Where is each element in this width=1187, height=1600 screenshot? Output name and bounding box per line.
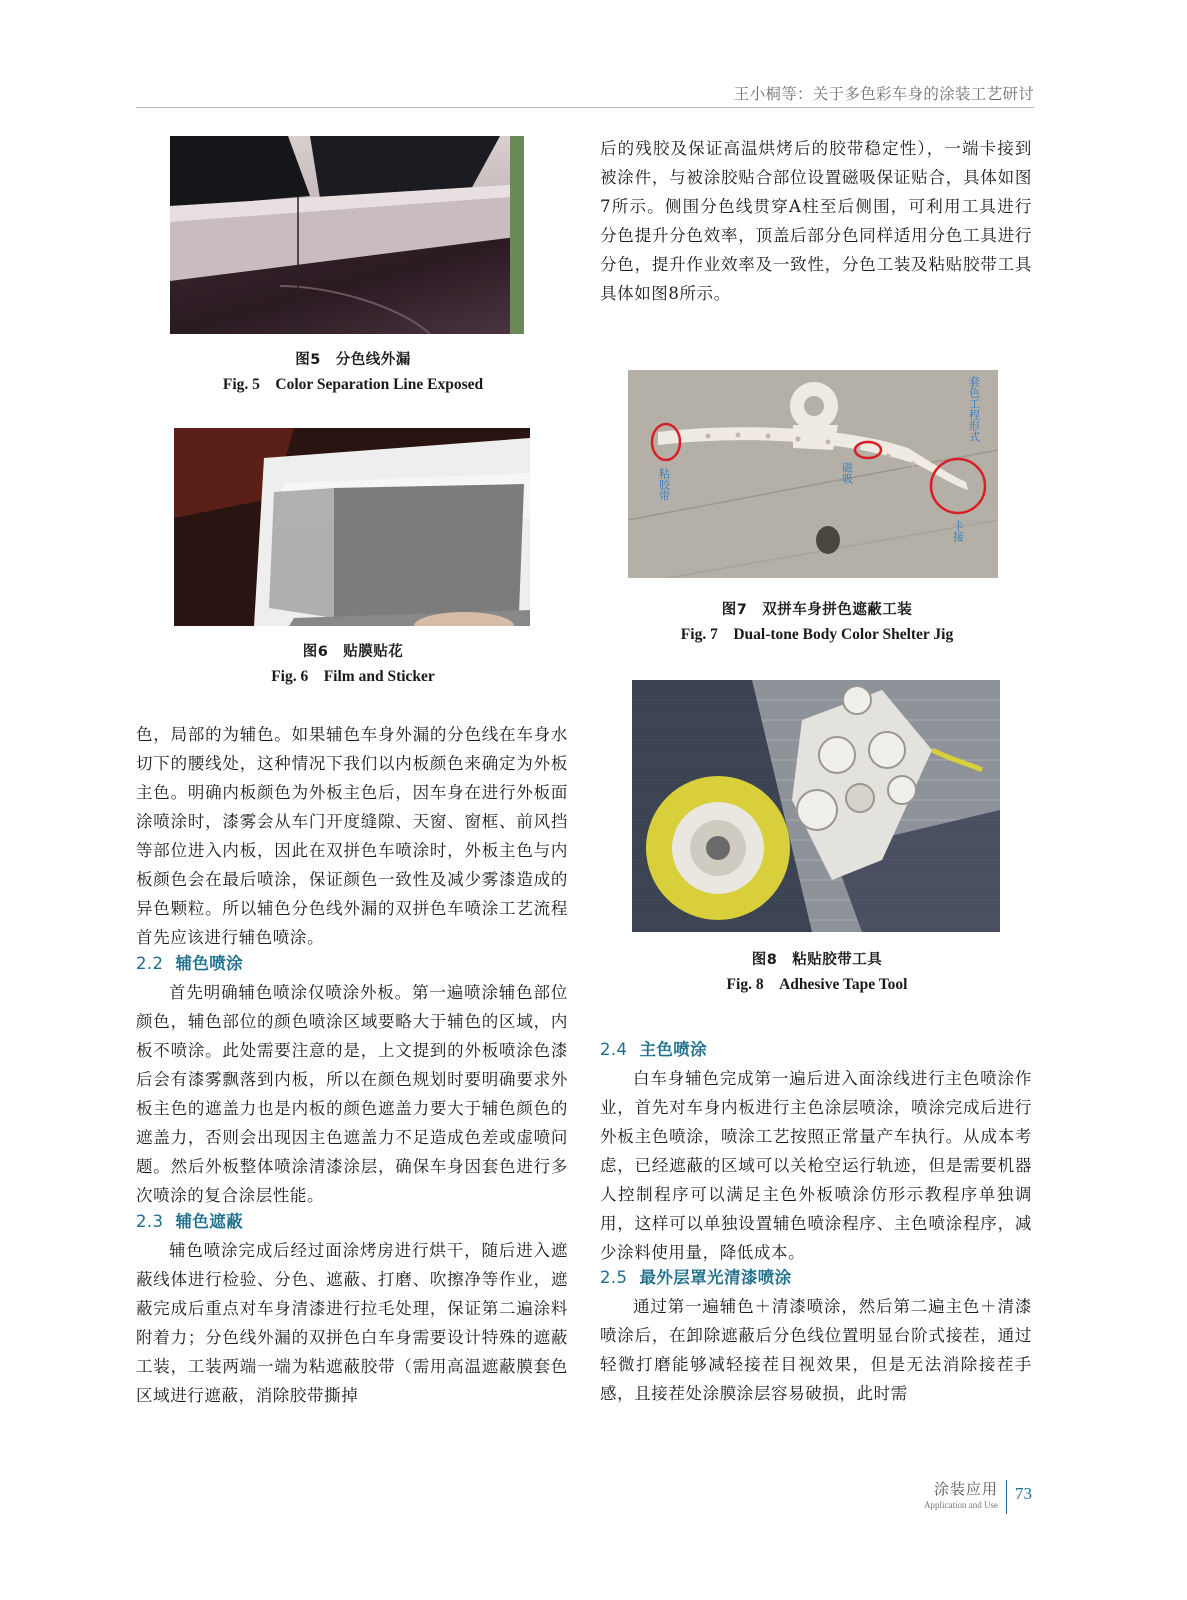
right-paragraph-1: 后的残胶及保证高温烘烤后的胶带稳定性），一端卡接到被涂件，与被涂胶贴合部位设置磁吸保证贴合，具体如图7所示。侧围分色线贯穿A柱至后侧围，可利用工具进行分色提升分色效率，顶盖后部分色同样适用分色工具进行分色，提升作业效率及一致性，分色工装及粘贴胶带工具具体如图8所示。 bbox=[600, 139, 1032, 303]
figure-7-label-left: 粘胶带 bbox=[657, 468, 671, 501]
figure-7-caption-cn: 图7 双拼车身拼色遮蔽工装 bbox=[721, 602, 913, 618]
running-title: 王小桐等：关于多色彩车身的涂装工艺研讨 bbox=[733, 85, 1034, 103]
journal-name-en: Application and Use bbox=[924, 1500, 998, 1510]
right-paragraph-3: 通过第一遍辅色＋清漆喷涂，然后第二遍主色＋清漆喷涂后，在卸除遮蔽后分色线位置明显台阶式接茬，通过轻微打磨能够减轻接茬目视效果，但是无法消除接茬手感，且接茬处涂膜涂层容易破损，此时需 bbox=[600, 1297, 1032, 1403]
adhesive-tape-tool-photo-image bbox=[632, 680, 1000, 932]
figure-5 bbox=[136, 136, 570, 396]
figure-6-photo bbox=[174, 428, 530, 626]
figure-7-label-top-right: 套色工程形式 bbox=[967, 376, 981, 442]
shelter-jig-photo-image bbox=[628, 370, 998, 578]
figure-7-label-middle: 磁吸 bbox=[840, 462, 854, 484]
section-heading-2-4 bbox=[600, 1036, 707, 1060]
page-number: 73 bbox=[1015, 1484, 1032, 1503]
figure-8-photo bbox=[632, 680, 1000, 932]
car-door-photo-image bbox=[170, 136, 524, 334]
section-number: 2.4 bbox=[600, 1040, 628, 1059]
figure-8-caption-en: Fig. 8 Adhesive Tape Tool bbox=[726, 976, 908, 993]
section-number: 2.2 bbox=[136, 954, 164, 973]
figure-6 bbox=[136, 428, 570, 688]
left-paragraph-3: 辅色喷涂完成后经过面涂烤房进行烘干，随后进入遮蔽线体进行检验、分色、遮蔽、打磨、吹擦净等作业，遮蔽完成后重点对车身清漆进行拉毛处理，保证第二遍涂料附着力；分色线外漏的双拼色白车身需要设计特殊的遮蔽工装，工装两端一端为粘遮蔽胶带（需用高温遮蔽膜套色区域进行遮蔽，消除胶带撕掉 bbox=[136, 1241, 568, 1405]
figure-5-caption-cn: 图5 分色线外漏 bbox=[295, 352, 411, 368]
figure-7 bbox=[600, 370, 1034, 650]
figure-8 bbox=[600, 680, 1034, 1000]
footer-divider bbox=[1006, 1480, 1008, 1514]
page-footer bbox=[900, 1478, 1040, 1518]
running-header bbox=[136, 80, 1034, 108]
section-heading-2-5 bbox=[600, 1264, 792, 1288]
figure-5-caption-en: Fig. 5 Color Separation Line Exposed bbox=[222, 376, 484, 393]
left-paragraph-2: 首先明确辅色喷涂仅喷涂外板。第一遍喷涂辅色部位颜色，辅色部位的颜色喷涂区域要略大于辅色的区域，内板不喷涂。此处需要注意的是，上文提到的外板喷涂色漆后会有漆雾飘落到内板，所以在颜色规划时要明确要求外板主色的遮盖力也是内板的颜色遮盖力要大于辅色颜色的遮盖力，否则会出现因主色遮盖力不足造成色差或虚喷问题。然后外板整体喷涂清漆涂层，确保车身因套色进行多次喷涂的复合涂层性能。 bbox=[136, 983, 568, 1205]
section-title: 辅色遮蔽 bbox=[175, 1212, 244, 1231]
section-title: 辅色喷涂 bbox=[175, 954, 244, 973]
right-paragraph-2: 白车身辅色完成第一遍后进入面涂线进行主色喷涂作业，首先对车身内板进行主色涂层喷涂，喷涂完成后进行外板主色喷涂，喷涂工艺按照正常量产车执行。从成本考虑，已经遮蔽的区域可以关枪空运行轨迹，但是需要机器人控制程序可以满足主色外板喷涂仿形示教程序单独调用，这样可以单独设置辅色喷涂程序、主色喷涂程序，减少涂料使用量，降低成本。 bbox=[600, 1069, 1032, 1262]
figure-6-caption-cn: 图6 贴膜贴花 bbox=[302, 644, 404, 660]
figure-8-caption-cn: 图8 粘贴胶带工具 bbox=[751, 952, 883, 968]
figure-7-photo bbox=[628, 370, 998, 578]
figure-5-photo bbox=[170, 136, 524, 334]
section-heading-2-2 bbox=[136, 950, 243, 974]
figure-6-caption-en: Fig. 6 Film and Sticker bbox=[271, 668, 435, 685]
left-paragraph-1: 色，局部的为辅色。如果辅色车身外漏的分色线在车身水切下的腰线处，这种情况下我们以内板颜色来确定为外板主色。明确内板颜色为外板主色后，因车身在进行外板面涂喷涂时，漆雾会从车门开度缝隙、天窗、窗框、前风挡等部位进入内板，因此在双拼色车喷涂时，外板主色与内板颜色会在最后喷涂，保证颜色一致性及减少雾漆造成的异色颗粒。所以辅色分色线外漏的双拼色车喷涂工艺流程首先应该进行辅色喷涂。 bbox=[136, 725, 568, 947]
section-number: 2.5 bbox=[600, 1268, 628, 1287]
film-sticker-photo-image bbox=[174, 428, 530, 626]
section-heading-2-3 bbox=[136, 1208, 243, 1232]
figure-7-caption-en: Fig. 7 Dual-tone Body Color Shelter Jig bbox=[680, 626, 954, 643]
journal-name-cn: 涂装应用 bbox=[933, 1480, 998, 1498]
section-title: 主色喷涂 bbox=[639, 1040, 708, 1059]
figure-7-label-bottom-right: 卡接 bbox=[951, 520, 965, 542]
section-title: 最外层罩光清漆喷涂 bbox=[639, 1268, 792, 1287]
section-number: 2.3 bbox=[136, 1212, 164, 1231]
